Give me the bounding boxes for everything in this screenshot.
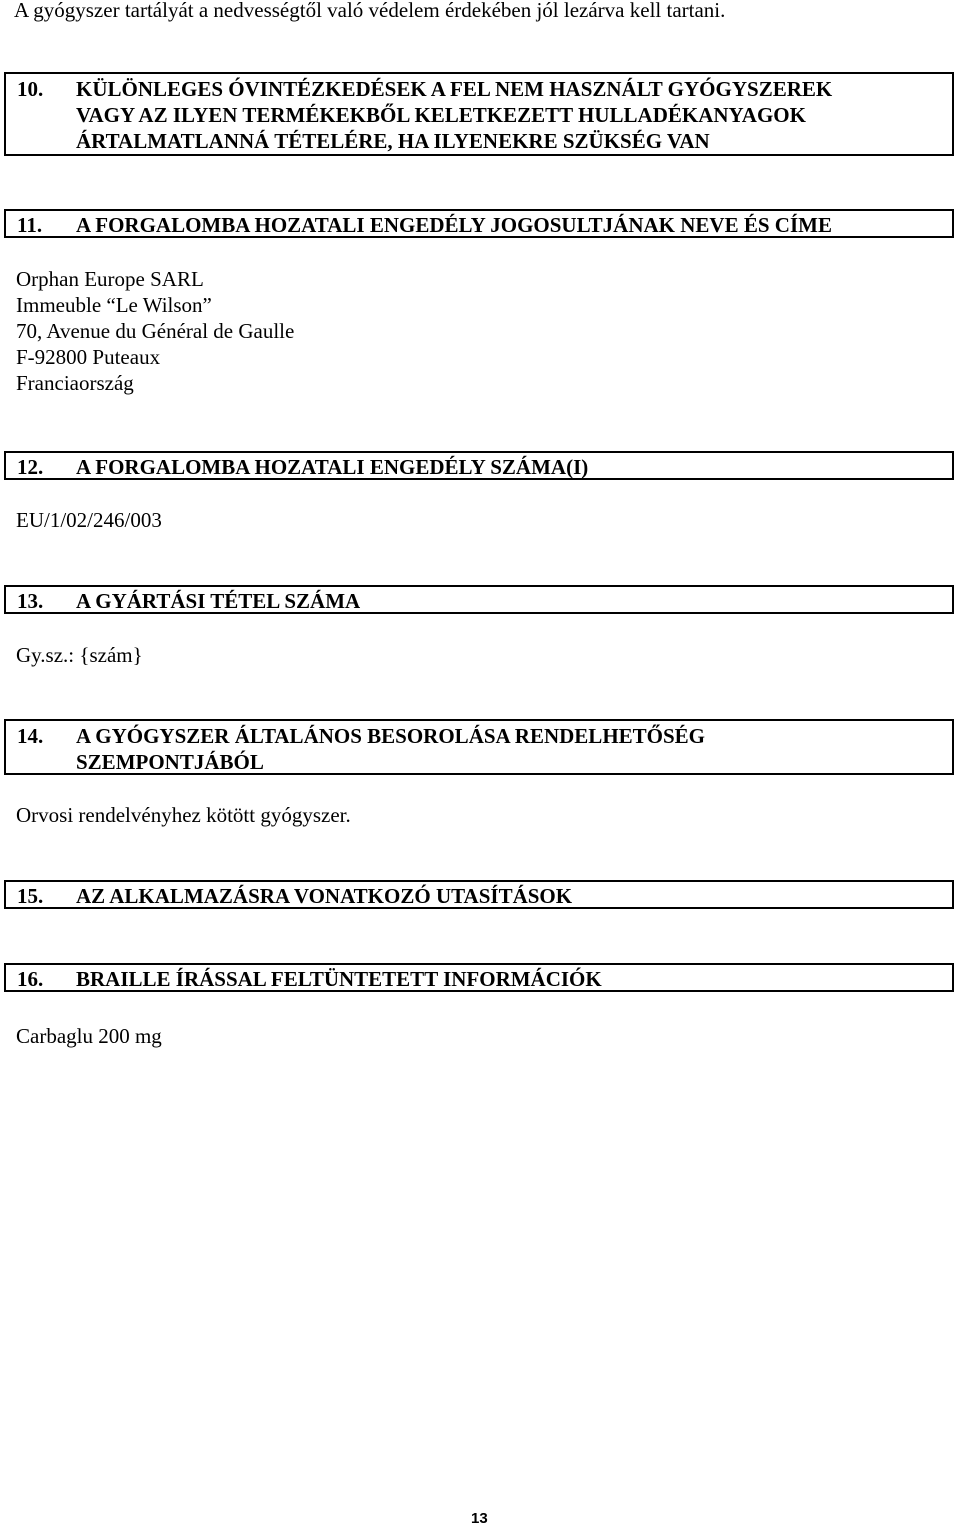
section-14-title-line: A GYÓGYSZER ÁLTALÁNOS BESOROLÁSA RENDELHETŐSÉG bbox=[76, 724, 706, 748]
section-10-number: 10. bbox=[17, 77, 44, 101]
address-line: 70, Avenue du Général de Gaulle bbox=[16, 319, 295, 343]
section-16-title: BRAILLE ÍRÁSSAL FELTÜNTETETT INFORMÁCIÓK bbox=[76, 967, 602, 991]
section-10-header bbox=[4, 72, 954, 156]
address-line: Orphan Europe SARL bbox=[16, 267, 204, 291]
section-15-header bbox=[4, 880, 954, 909]
section-11-title: A FORGALOMBA HOZATALI ENGEDÉLY JOGOSULTJÁNAK NEVE ÉS CÍME bbox=[76, 213, 832, 237]
section-13-title: A GYÁRTÁSI TÉTEL SZÁMA bbox=[76, 589, 361, 613]
section-11-content bbox=[16, 266, 294, 396]
section-16-content: Carbaglu 200 mg bbox=[16, 1024, 162, 1048]
section-16-number: 16. bbox=[17, 967, 44, 991]
section-12-number: 12. bbox=[17, 455, 44, 479]
section-13-content: Gy.sz.: {szám} bbox=[16, 643, 143, 667]
section-16-header bbox=[4, 963, 954, 992]
section-10-title-line: ÁRTALMATLANNÁ TÉTELÉRE, HA ILYENEKRE SZÜKSÉG VAN bbox=[76, 129, 710, 153]
section-13-number: 13. bbox=[17, 589, 44, 613]
section-13-header bbox=[4, 585, 954, 614]
section-10-title bbox=[76, 76, 944, 154]
section-14-content: Orvosi rendelvényhez kötött gyógyszer. bbox=[16, 803, 351, 827]
section-12-content: EU/1/02/246/003 bbox=[16, 508, 162, 532]
page-number: 13 bbox=[471, 1510, 488, 1527]
address-line: Immeuble “Le Wilson” bbox=[16, 293, 212, 317]
section-15-title: AZ ALKALMAZÁSRA VONATKOZÓ UTASÍTÁSOK bbox=[76, 884, 573, 908]
section-11-header bbox=[4, 209, 954, 238]
section-14-title-line: SZEMPONTJÁBÓL bbox=[76, 750, 264, 774]
address-line: Franciaország bbox=[16, 371, 134, 395]
section-15-number: 15. bbox=[17, 884, 44, 908]
section-10-title-line: KÜLÖNLEGES ÓVINTÉZKEDÉSEK A FEL NEM HASZNÁLT GYÓGYSZEREK bbox=[76, 77, 833, 101]
section-10-title-line: VAGY AZ ILYEN TERMÉKEKBŐL KELETKEZETT HULLADÉKANYAGOK bbox=[76, 103, 806, 127]
section-14-header bbox=[4, 719, 954, 775]
section-14-title bbox=[76, 723, 944, 775]
section-11-number: 11. bbox=[17, 213, 43, 237]
address-line: F-92800 Puteaux bbox=[16, 345, 161, 369]
section-14-number: 14. bbox=[17, 724, 44, 748]
intro-line: A gyógyszer tartályát a nedvességtől való védelem érdekében jól lezárva kell tartani. bbox=[14, 0, 726, 22]
section-12-header bbox=[4, 451, 954, 480]
section-12-title: A FORGALOMBA HOZATALI ENGEDÉLY SZÁMA(I) bbox=[76, 455, 589, 479]
